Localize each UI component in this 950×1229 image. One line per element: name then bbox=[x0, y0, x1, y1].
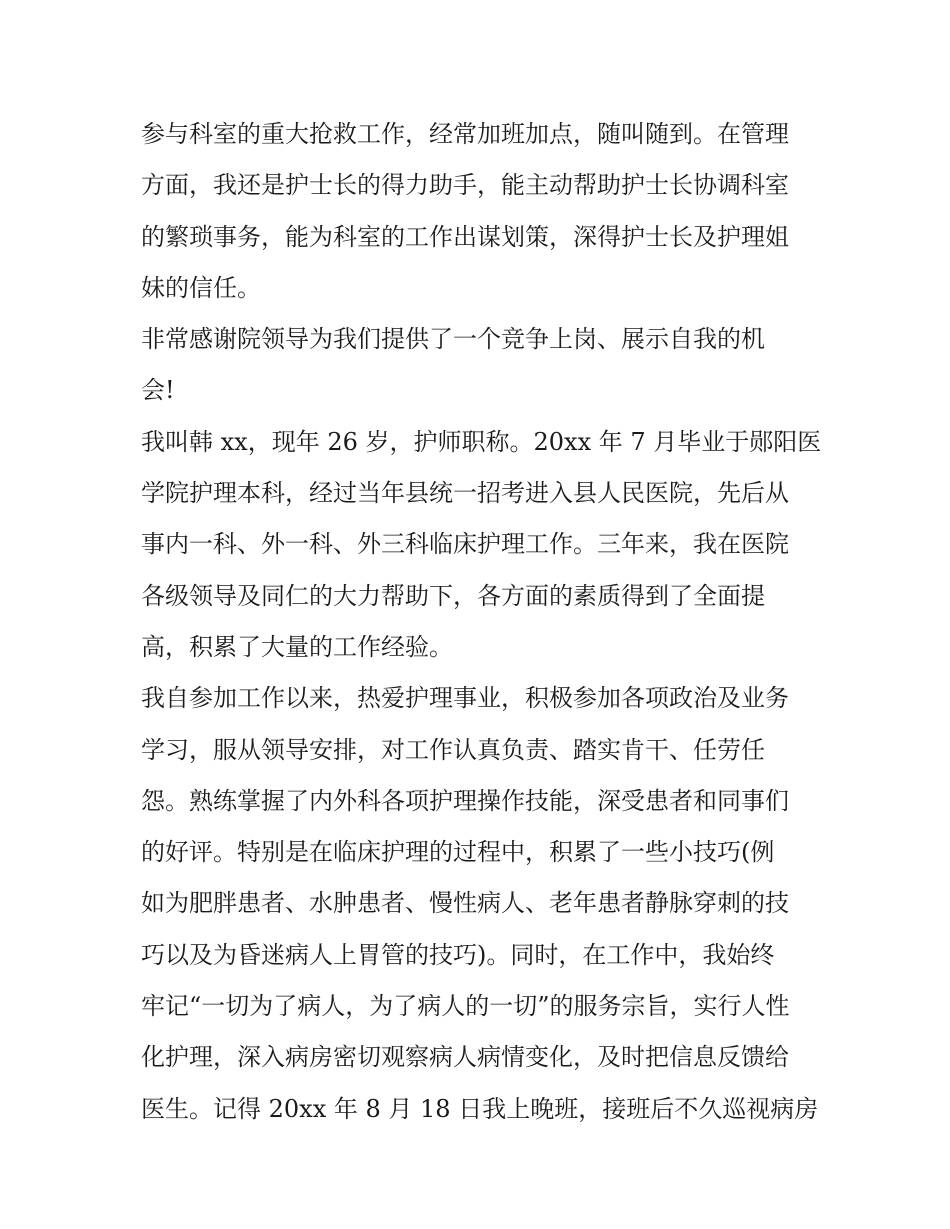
text-line: 高，积累了大量的工作经验。 bbox=[141, 632, 453, 661]
text-line: 巧以及为昏迷病人上胃管的技巧)。同时，在工作中，我始终 bbox=[141, 940, 775, 969]
text-line: 各级领导及同仁的大力帮助下，各方面的素质得到了全面提 bbox=[141, 581, 765, 610]
text-line: 妹的信任。 bbox=[141, 273, 261, 302]
text-line: 的繁琐事务，能为科室的工作出谋划策，深得护士长及护理姐 bbox=[141, 222, 789, 251]
text-line: 如为肥胖患者、水肿患者、慢性病人、老年患者静脉穿刺的技 bbox=[141, 889, 789, 918]
text-line: 非常感谢院领导为我们提供了一个竞争上岗、展示自我的机 bbox=[141, 325, 765, 354]
text-line: 我自参加工作以来，热爱护理事业，积极参加各项政治及业务 bbox=[141, 684, 789, 713]
text-line: 医生。记得 20xx 年 8 月 18 日我上晚班，接班后不久巡视病房 bbox=[141, 1094, 819, 1123]
document-body bbox=[141, 109, 821, 1135]
text-line: 学院护理本科，经过当年县统一招考进入县人民医院，先后从 bbox=[141, 479, 789, 508]
text-line: 会! bbox=[141, 376, 175, 405]
text-line: 参与科室的重大抢救工作，经常加班加点，随叫随到。在管理 bbox=[141, 120, 789, 148]
text-line: 方面，我还是护士长的得力助手，能主动帮助护士长协调科室 bbox=[141, 171, 789, 200]
text-line: 我叫韩 xx，现年 26 岁，护师职称。20xx 年 7 月毕业于郧阳医 bbox=[141, 427, 821, 456]
text-line: 的好评。特别是在临床护理的过程中，积累了一些小技巧(例 bbox=[141, 838, 775, 867]
text-line: 怨。熟练掌握了内外科各项护理操作技能，深受患者和同事们 bbox=[141, 786, 789, 815]
text-line: 牢记“一切为了病人，为了病人的一切”的服务宗旨，实行人性 bbox=[141, 992, 790, 1021]
text-line: 事内一科、外一科、外三科临床护理工作。三年来，我在医院 bbox=[141, 530, 789, 559]
text-line: 化护理，深入病房密切观察病人病情变化，及时把信息反馈给 bbox=[141, 1043, 789, 1072]
text-line: 学习，服从领导安排，对工作认真负责、踏实肯干、任劳任 bbox=[141, 735, 765, 764]
